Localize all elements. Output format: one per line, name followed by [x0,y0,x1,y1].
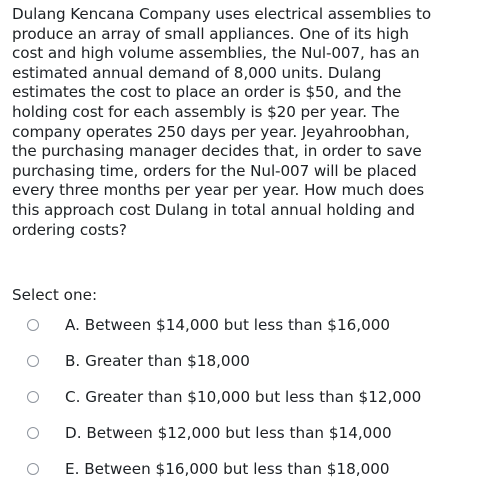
question-line: ordering costs? [12,220,127,239]
answer-label-d[interactable]: D. Between $12,000 but less than $14,000 [65,424,392,442]
radio-button-d[interactable] [27,427,39,439]
answer-label-a[interactable]: A. Between $14,000 but less than $16,000 [65,316,391,334]
answer-label-e[interactable]: E. Between $16,000 but less than $18,000 [65,460,390,478]
answer-option-d[interactable] [0,418,477,454]
answer-label-b[interactable]: B. Greater than $18,000 [65,352,250,370]
question-line: estimated annual demand of 8,000 units. Dulang [12,63,382,82]
select-one-prompt: Select one: [12,286,98,304]
radio-button-a[interactable] [27,319,39,331]
question-line: cost and high volume assemblies, the Nul-007, has an [12,44,420,63]
question-line: purchasing time, orders for the Nul-007 will be placed [12,161,417,180]
question-line: produce an array of small appliances. One of its high [12,24,409,43]
question-line: estimates the cost to place an order is $50, and the [12,83,402,102]
question-line: every three months per year per year. How much does [12,181,425,200]
answer-options [0,310,477,490]
question-line: holding cost for each assembly is $20 per year. The [12,102,400,121]
question-line: the purchasing manager decides that, in order to save [12,142,422,161]
question-line: company operates 250 days per year. Jeyahroobhan, [12,122,410,141]
answer-option-a[interactable] [0,310,477,346]
question-line: Dulang Kencana Company uses electrical assemblies to [12,5,432,23]
radio-button-b[interactable] [27,355,39,367]
answer-label-c[interactable]: C. Greater than $10,000 but less than $12,000 [65,388,422,406]
answer-option-b[interactable] [0,346,477,382]
radio-button-c[interactable] [27,391,39,403]
answer-option-e[interactable] [0,454,477,490]
question-text [12,5,474,240]
radio-button-e[interactable] [27,463,39,475]
question-line: this approach cost Dulang in total annual holding and [12,200,415,219]
answer-option-c[interactable] [0,382,477,418]
